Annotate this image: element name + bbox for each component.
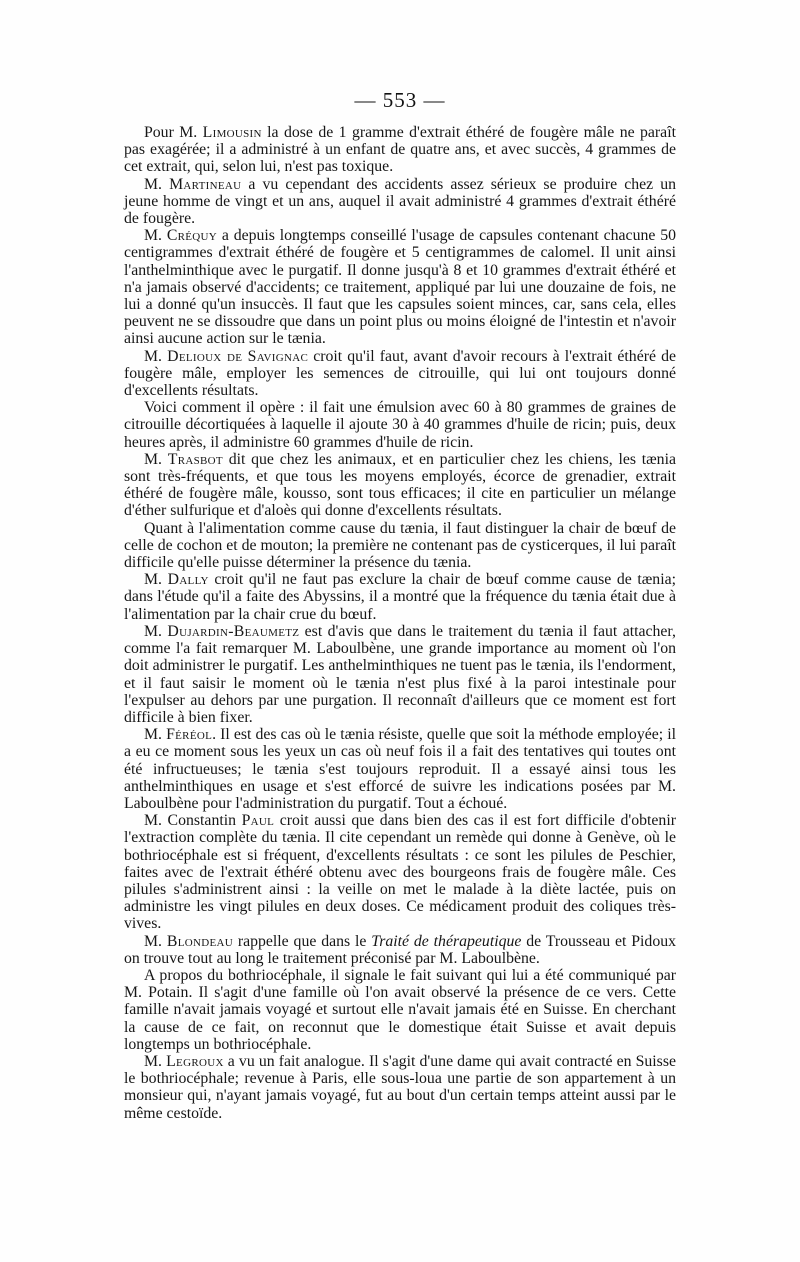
person-name: Martineau	[169, 175, 242, 193]
person-name: Paul	[241, 812, 275, 830]
text-run: . Il est des cas où le tænia résiste, quelle que soit la méthode employée; il a eu ce moment sous les yeux un cas où neuf fois il a fait des tentatives qui toutes ont été infructueuses; le tænia s'est toujours reproduit. Il a essayé ainsi tous les anthelminthiques en usage et s'est efforcé de suivre les indications posées par M. Laboulbène pour l'administration du purgatif. Tout a échoué.	[124, 726, 676, 812]
text-run: a vu cependant des accidents assez sérieux se produire chez un jeune homme de vingt et un ans, auquel il avait administré 4 grammes d'extrait éthéré de fougère.	[124, 175, 677, 228]
paragraph	[124, 623, 676, 726]
person-name: Féréol	[166, 726, 213, 744]
text-run: M.	[144, 726, 167, 744]
text-run: dit que chez les animaux, et en particulier chez les chiens, les tænia sont très-fréquents, et que tous les moyens employés, écorce de grenadier, extrait éthéré de fougère mâle, kousso, sont tous efficaces; il cite en particulier un mélange d'éther sulfurique et d'aloès qui donne d'excellents résultats.	[124, 450, 676, 520]
text-run: a vu un fait analogue. Il s'agit d'une dame qui avait contracté en Suisse le bothriocéphale; revenue à Paris, elle sous-loua une partie de son appartement à un monsieur qui, n'ayant jamais voyagé, fut au bout d'un certain temps atteint aussi par le même cestoïde.	[124, 1052, 676, 1122]
text-run: de Trousseau et Pidoux on trouve tout au long le traitement préconisé par M. Laboulbène.	[124, 932, 677, 967]
person-name: Trasbot	[167, 450, 223, 468]
text-run: croit qu'il ne faut pas exclure la chair de bœuf comme cause de tænia; dans l'étude qu'il a faite des Abyssins, il a montré que la fréquence du tænia était due à l'alimentation par la chair crue du bœuf.	[124, 571, 676, 623]
text-run: M.	[144, 347, 168, 365]
paragraph	[124, 399, 676, 451]
text-run: M.	[144, 932, 167, 950]
text-run: M.	[144, 450, 168, 468]
paragraph	[124, 124, 676, 176]
paragraph	[124, 520, 676, 572]
paragraph	[124, 1053, 676, 1122]
text-run: croit aussi que dans bien des cas il est fort difficile d'obtenir l'extraction complète du tænia. Il cite cependant un remède qui donne à Genève, où le bothriocéphale est si fréquent, d'excellents résultats : ce sont les pilules de Peschier, faites avec de l'extrait éthéré obtenu avec des bourgeons frais de fougère mâle. Ces pilules s'administrent ainsi : la veille on met le malade à la diète lactée, puis on administre les vingt pilules en deux doses. Ce médicament produit des coliques très-vives.	[124, 812, 676, 933]
paragraph	[124, 812, 676, 932]
text-run: a depuis longtemps conseillé l'usage de capsules contenant chacune 50 centigrammes d'extrait éthéré de fougère et 5 centigrammes de calomel. Il unit ainsi l'anthelminthique avec le purgatif. Il donne jusqu'à 8 et 10 grammes d'extrait éthéré et n'a jamais observé d'accidents; ce traitement, appliqué par lui une douzaine de fois, ne lui a donné qu'un insuccès. Il faut que les capsules soient minces, car, sans cela, elles peuvent ne se dissoudre que dans un point plus ou moins éloigné de l'intestin et n'avoir ainsi aucune action sur le tænia.	[124, 227, 676, 348]
text-run: M.	[144, 175, 170, 193]
text-run: Voici comment il opère : il fait une émulsion avec 60 à 80 grammes de graines de citrouille décortiquées à laquelle il ajoute 30 à 40 grammes d'huile de ricin; puis, deux heures après, il administre 60 grammes d'huile de ricin.	[124, 399, 676, 451]
text-run: M.	[144, 1052, 167, 1070]
person-name: Limousin	[202, 124, 262, 141]
paragraph	[124, 176, 676, 228]
book-title: Traité de thérapeutique	[371, 932, 522, 950]
text-run: A propos du bothriocéphale, il signale le fait suivant qui lui a été communiqué par M. Potain. Il s'agit d'une famille où l'on avait observé la présence de ce vers. Cette famille n'avait jamais voyagé et surtout elle n'avait jamais été en Suisse. En cherchant la cause de ce fait, on reconnut que le domestique était Suisse et avait depuis longtemps un bothriocéphale.	[124, 966, 676, 1053]
text-run: la dose de 1 gramme d'extrait éthéré de fougère mâle ne paraît pas exagérée; il a administré à un enfant de quatre ans, et avec succès, 4 grammes de cet extrait, qui, selon lui, n'est pas toxique.	[124, 124, 676, 176]
text-run: M.	[144, 622, 168, 640]
text-run: rappelle que dans le	[232, 932, 372, 950]
person-name: Dujardin-Beaumetz	[167, 622, 300, 640]
text-run: M.	[144, 227, 167, 245]
paragraph	[124, 227, 676, 347]
text-run: Quant à l'alimentation comme cause du tænia, il faut distinguer la chair de bœuf de celle de cochon et de mouton; la première ne contenant pas de cysticerques, il lui paraît difficile qu'elle puisse déterminer la présence du tænia.	[124, 519, 676, 572]
paragraph	[124, 726, 676, 812]
paragraph	[124, 933, 676, 967]
page-number: — 553 —	[354, 88, 446, 112]
paragraph	[124, 348, 676, 400]
person-name: Blondeau	[166, 932, 233, 950]
text-run: M.	[144, 571, 168, 589]
text-run: Pour M.	[144, 124, 203, 141]
body-text	[124, 124, 676, 1122]
text-run: croit qu'il faut, avant d'avoir recours à l'extrait éthéré de fougère mâle, employer les semences de citrouille, qui lui ont toujours donné d'excellents résultats.	[124, 347, 676, 400]
text-run: est d'avis que dans le traitement du tænia il faut attacher, comme l'a fait remarquer M. Laboulbène, une grande importance au moment où l'on doit administrer le purgatif. Les anthelminthiques ne tuent pas le tænia, ils l'endorment, et il faut saisir le moment où le tænia n'est plus fixé à la paroi intestinale pour l'expulser au dehors par une purgation. Il reconnaît d'ailleurs que ce moment est fort difficile à bien fixer.	[124, 622, 676, 726]
person-name: Créquy	[166, 227, 218, 245]
text-run: M. Constantin	[144, 812, 242, 830]
person-name: Delioux de Savignac	[167, 347, 309, 365]
person-name: Dally	[167, 571, 209, 589]
person-name: Legroux	[166, 1052, 224, 1070]
paragraph	[124, 571, 676, 623]
paragraph	[124, 451, 676, 520]
paragraph	[124, 967, 676, 1053]
